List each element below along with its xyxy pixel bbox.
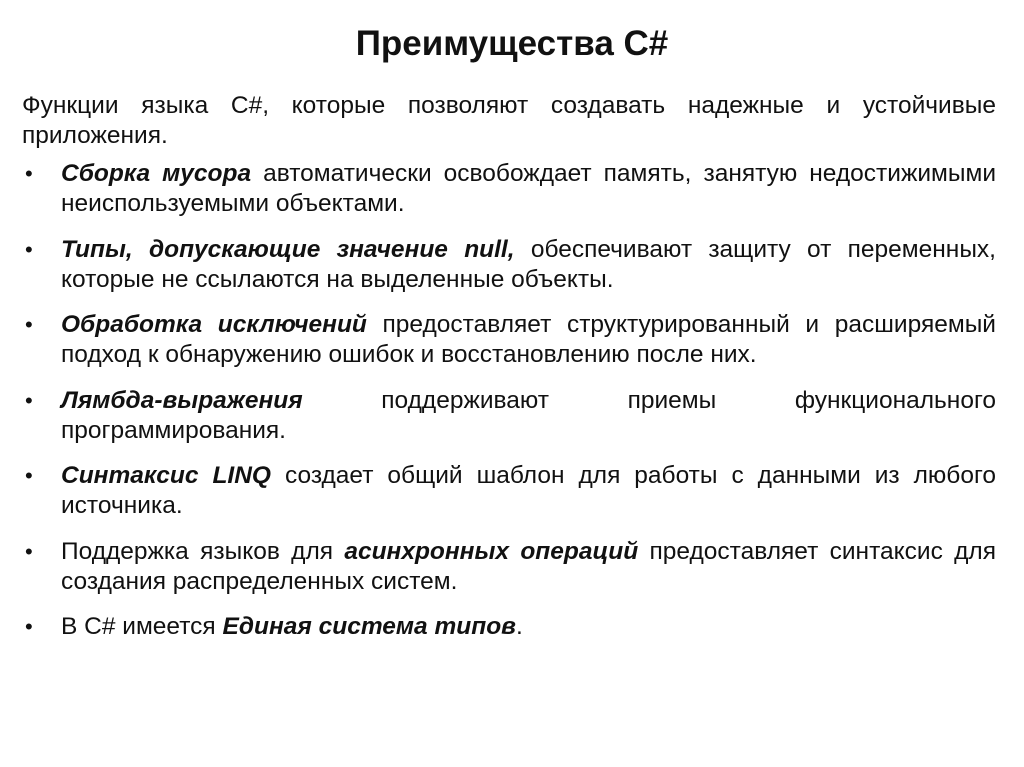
term-exception-handling: Обработка исключений — [61, 311, 367, 338]
list-item-lambda-expressions — [22, 386, 996, 446]
bullet-icon: • — [25, 463, 33, 488]
item-text: поддерживают приемы функционального программирования. — [61, 386, 996, 444]
term-unified-type-system: Единая система типов — [222, 613, 516, 640]
item-text: . — [515, 613, 523, 640]
page-title: Преимущества C# — [355, 24, 669, 63]
list-item-linq-syntax — [22, 461, 996, 521]
list-item-nullable-types — [22, 235, 996, 295]
term-async-operations: асинхронных операций — [344, 537, 639, 565]
item-text: автоматически освобождает память, занятую недостижимыми неиспользуемыми объектами. — [61, 160, 997, 217]
term-garbage-collection: Сборка мусора — [61, 160, 252, 187]
intro-paragraph: Функции языка C#, которые позволяют создавать надежные и устойчивые приложения. — [22, 92, 996, 149]
bullet-icon: • — [25, 614, 33, 639]
list-item-garbage-collection — [22, 159, 996, 219]
term-lambda-expressions: Лямбда-выражения — [61, 386, 303, 414]
list-item-unified-type-system — [22, 612, 996, 642]
term-nullable-types: Типы, допускающие значение null, — [61, 235, 515, 263]
item-text: обеспечивают защиту от переменных, которые не ссылаются на выделенные объекты. — [61, 235, 996, 293]
list-item-async-operations — [22, 537, 996, 597]
slide-body — [22, 91, 996, 658]
bullet-icon: • — [25, 312, 33, 337]
bullet-icon: • — [25, 236, 33, 262]
item-text-lead: В C# имеется — [61, 613, 223, 640]
advantages-list — [22, 159, 996, 642]
item-text: создает общий шаблон для работы с данными из любого источника. — [61, 462, 996, 519]
bullet-icon: • — [25, 387, 33, 413]
item-text-lead: Поддержка языков для — [61, 537, 345, 565]
list-item-exception-handling — [22, 310, 996, 370]
term-linq-syntax: Синтаксис LINQ — [61, 462, 271, 489]
bullet-icon: • — [25, 538, 33, 564]
item-text: предоставляет синтаксис для создания распределенных систем. — [61, 537, 996, 595]
bullet-icon: • — [25, 161, 33, 186]
item-text: предоставляет структурированный и расширяемый подход к обнаружению ошибок и восстановлению после них. — [61, 311, 996, 368]
